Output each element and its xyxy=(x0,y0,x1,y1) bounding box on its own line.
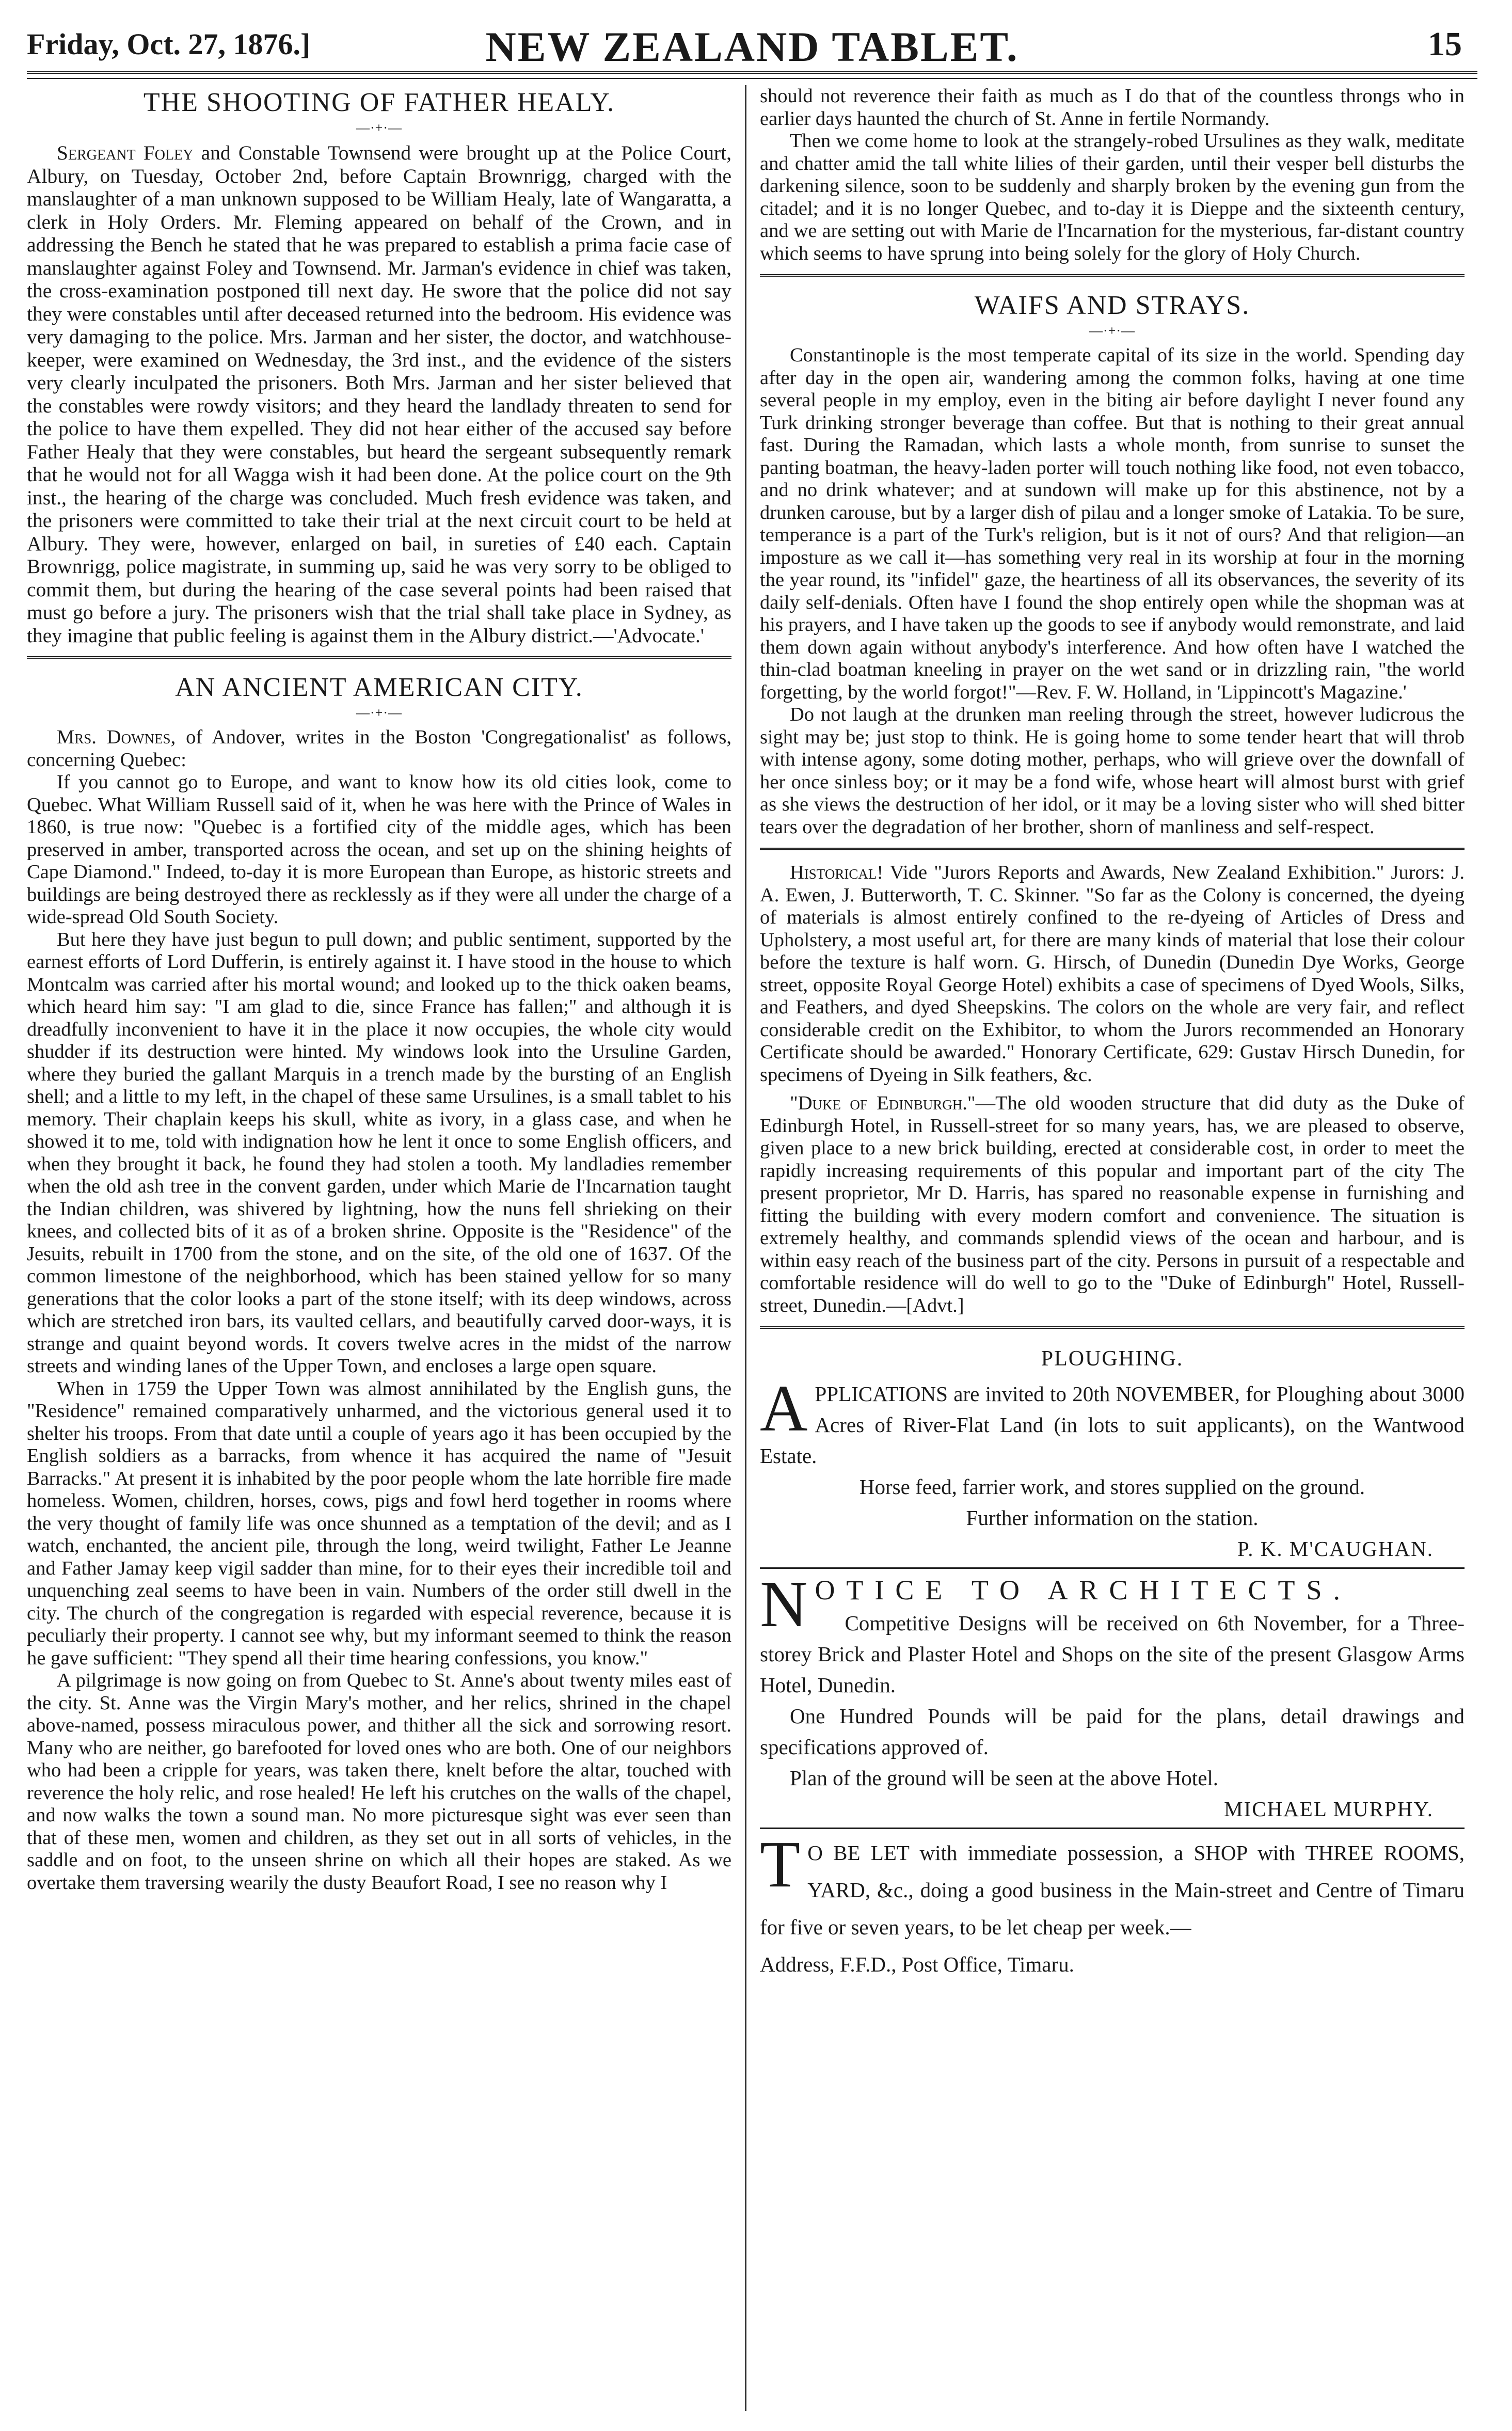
masthead xyxy=(27,15,1477,72)
ad-address: Address, F.F.D., Post Office, Timaru. xyxy=(760,1952,1074,1976)
notice-historical xyxy=(760,862,1465,1086)
paragraph: Constantinople is the most temperate capital of its size in the world. Spending day after day in the open air, wandering among the common folks, having at one time several people in my employ, even in the biting air before daylight I never found any Turk drinking stronger beverage than coffee. But that is nothing to their great annual fast. During the Ramadan, which lasts a whole month, from sunrise to sunset the panting boatman, the heavy-laden porter will touch nothing like food, not even tobacco, and no drink whatever; and at sundown will make up for this abstinence, not by a drunken carouse, but by a larger dish of pilau and a longer smoke of Latakia. To be sure, temperance is a part of the Turk's religion, but is it not of ours? And that religion—an imposture as we call it—has something very real in its worship at four in the morning the year round, its "infidel" gaze, the heartiness of all its observances, the severity of its daily self-denials. Often have I found the shop entirely open while the shopman was at his prayers, and I have taken up the goods to see if anybody would remonstrate, and laid them down again without anybody's interference. And how often have I watched the thin-clad boatman kneeling in prayer on the wet sand or in drizzling rain, "the world forgetting, by the world forgot!"—Rev. F. W. Holland, in 'Lippincott's Magazine.' xyxy=(760,344,1465,703)
heading-ornament: —·+·— xyxy=(1089,323,1135,338)
ad-text: PPLICATIONS are invited to 20th NOVEMBER, for Ploughing about 3000 Acres of River-Flat Land (in lots to suit applicants), on the Wantwood Estate. xyxy=(760,1382,1465,1468)
ad-headline xyxy=(760,1574,1465,1701)
drop-cap: T xyxy=(760,1828,801,1901)
section-rule xyxy=(760,848,1465,852)
drop-cap: A xyxy=(760,1372,808,1445)
ad-text: O BE LET with immediate possession, a SHOP with THREE ROOMS, YARD, &c., doing a good business in the Main-street and Centre of Timaru for five or seven years, to be let cheap per week.— xyxy=(760,1841,1465,1939)
lead-name: Mrs. Downes xyxy=(57,726,171,748)
paragraph: Then we come home to look at the strangely-robed Ursulines as they walk, meditate and chatter amid the tall white lilies of their garden, until their vesper bell disturbs the darkening silence, soon to be suddenly and sharply broken by the evening gun from the citadel; and it is no longer Quebec, and to-day it is Dieppe and the sixteenth century, and we are setting out with Marie de l'Incarnation for the mysterious, far-distant country which seems to have sprung into being solely for the glory of Holy Church. xyxy=(760,130,1465,264)
section-rule xyxy=(760,274,1465,279)
section-rule xyxy=(760,1326,1465,1331)
article-heading-shooting: THE SHOOTING OF FATHER HEALY. xyxy=(143,88,615,117)
article-body-shooting xyxy=(27,141,731,647)
article-heading-waifs: WAIFS AND STRAYS. xyxy=(974,291,1250,320)
article-intro-city xyxy=(27,726,731,771)
paragraph-text: , of Andover, writes in the Boston 'Congregationalist' as follows, concerning Quebec: xyxy=(27,726,731,771)
paragraph: But here they have just begun to pull down; and public sentiment, supported by the earnest efforts of Lord Dufferin, is entirely against it. I have stood in the house to which Montcalm was carried after his mortal wound; and looked up to the thick oaken beams, which heard him say: "I am glad to die, since France has fallen;" and although it is dreadfully inconvenient to have it in the place it now occupies, the whole city would shudder if its destruction were hinted. My windows look into the Ursuline Garden, where they buried the gallant Marquis in a trench made by the bursting of an English shell; and a little to my left, in the chapel of these same Ursulines, is a small tablet to his memory. Their chaplain keeps his skull, white as ivory, in a glass case, and when he showed it to me, told with indignation how he lent it once to some English officers, and when they brought it back, he found they had stolen a tooth. My landladies remember when the old ash tree in the convent garden, under which Marie de l'Incarnation taught the Indian children, was shivered by lightning, how the nuns fell shrieking on their knees, and collected bits of it as of a broken shrine. Opposite is the "Residence" of the Jesuits, rebuilt in 1700 from the stone, and on the site, of the old one of 1637. Of the common limestone of the neighborhood, which has been stained yellow for so many generations that the color looks a part of the stone itself; with its deep windows, across which are stretched iron bars, its vaulted cellars, and beautifully carved door-ways, it is strange and quaint beyond words. It covers twelve acres in the midst of the narrow streets and winding lanes of the Upper Town, and encloses a large open square. xyxy=(27,928,731,1377)
paragraph-continued: should not reverence their faith as much as I do that of the countless throngs who in earlier days haunted the church of St. Anne in fertile Normandy. xyxy=(760,85,1465,130)
ad-text: Plan of the ground will be seen at the above Hotel. xyxy=(790,1766,1219,1790)
issue-date: Friday, Oct. 27, 1876.] xyxy=(27,27,311,61)
left-column xyxy=(27,85,731,2411)
lead-name: Sergeant Foley xyxy=(57,141,194,164)
paper-title: NEW ZEALAND TABLET. xyxy=(485,23,1019,70)
ad-heading-architects: OTICE TO ARCHITECTS. xyxy=(815,1575,1351,1606)
paragraph: If you cannot go to Europe, and want to know how its old cities look, come to Quebec. What William Russell said of it, when he was here with the Prince of Wales in 1860, is true now: "Quebec is a fortified city of the middle ages, which has been preserved in amber, transported across the ocean, and set up on the shining heights of Cape Diamond." Indeed, to-day it is more European than Europe, as historic streets and buildings are being destroyed there as recklessly as if they were all under the charge of a wide-spread Old South Society. xyxy=(27,771,731,928)
paragraph-text: and Constable Townsend were brought up at the Police Court, Albury, on Tuesday, October 2nd, before Captain Brownrigg, charged with the manslaughter of a man unknown supposed to be William Healy, late of Wangaratta, a clerk in Holy Orders. Mr. Fleming appeared on behalf of the Crown, and in addressing the Bench he stated that he was prepared to establish a prima facie case of manslaughter against Foley and Townsend. Mr. Jarman's evidence in chief was taken, the cross-examination postponed till next day. He swore that the police did not say they were constables until after deceased returned into the bedroom. His evidence was very damaging to the police. Mrs. Jarman and her sister, the doctor, and watchhouse-keeper, were examined on Wednesday, the 3rd inst., and the evidence of the sisters very clearly inculpated the prisoners. Both Mrs. Jarman and her sister believed that the constables were rowdy visitors; and they heard the landlady threaten to send for the police to have them expelled. They did not hear either of the accused say before Father Healy that they were constables, but heard the sergeant subsequently remark that he would not for all Wagga wish it had been done. At the police court on the 9th inst., the hearing of the charge was concluded. Much fresh evidence was taken, and the prisoners were committed to take their trial at the next circuit court to be held at Albury. They were, however, enlarged on bail, in sureties of £40 each. Captain Brownrigg, police magistrate, in summing up, said he was very sorry to be obliged to commit them, but during the hearing of the case several points had been raised that must go before a jury. The prisoners wish that the trial shall take place in Sydney, as they imagine that public feeling is against them in the Albury district.—'Advocate.' xyxy=(27,141,731,647)
lead-name: Historical! xyxy=(790,862,884,883)
ad-architects xyxy=(760,1574,1465,1824)
article-heading-city: AN ANCIENT AMERICAN CITY. xyxy=(175,673,583,702)
ad-line: Horse feed, farrier work, and stores supplied on the ground. xyxy=(859,1475,1365,1499)
right-column xyxy=(760,85,1465,2411)
heading-ornament: —·+·— xyxy=(356,705,402,720)
ad-heading-ploughing: PLOUGHING. xyxy=(1041,1347,1184,1371)
ad-rule xyxy=(760,1567,1465,1569)
column-divider xyxy=(745,85,746,2411)
notice-duke xyxy=(760,1092,1465,1317)
paragraph-text: —The old wooden structure that did duty as the Duke of Edinburgh Hotel, in Russell-street for so many years, has, we are pleased to observe, given place to a new brick building, erected at considerable cost, in order to meet the rapidly increasing requirements of this popular and important part of the city The present proprietor, Mr D. Harris, has spared no reasonable expense in furnishing and fitting the building with every modern comfort and convenience. The situation is extremely healthy, and commands splendid views of the ocean and harbour, and is within easy reach of the business part of the city. Persons in pursuit of a respectable and comfortable residence will do well to go to the "Duke of Edinburgh" Hotel, Russell-street, Dunedin.—[Advt.] xyxy=(760,1092,1465,1316)
paragraph-text: Vide "Jurors Reports and Awards, New Zealand Exhibition." Jurors: J. A. Ewen, J. Butterworth, T. C. Skinner. "So far as the Colony is concerned, the dyeing of materials is almost entirely confined to the re-dyeing of Articles of Dress and Upholstery, a most useful art, for there are many kinds of material that lose their colour before the texture is half worn. G. Hirsch, of Dunedin (Dunedin Dye Works, George street, opposite Royal George Hotel) exhibits a case of specimens of Dyed Wools, Silks, and Feathers, and dyed Sheepskins. The colors on the whole are very fair, and reflect considerable credit on the Exhibitor, to whom the Jurors recommended an Honorary Certificate should be awarded." Honorary Certificate, 629: Gustav Hirsch Dunedin, for specimens of Dyeing in Silk feathers, &c. xyxy=(760,862,1465,1086)
lead-name: "Duke of Edinburgh." xyxy=(790,1092,976,1114)
ad-line: Further information on the station. xyxy=(966,1506,1259,1530)
ad-ploughing xyxy=(760,1372,1465,1564)
paragraph: Do not laugh at the drunken man reeling through the street, however ludicrous the sight may be; just stop to think. He is going home to some tender heart that will throb with intense agony, some doting mother, perhaps, who will grieve over the downfall of her once sinless boy; or it may be a fond wife, whose heart will almost burst with grief as she views the destruction of her idol, or it may be a loving sister who will shed bitter tears over the degradation of her brother, shorn of manliness and self-respect. xyxy=(760,704,1465,838)
newspaper-page xyxy=(27,15,1477,2411)
paragraph: A pilgrimage is now going on from Quebec to St. Anne's about twenty miles east of the city. St. Anne was the Virgin Mary's mother, and her relics, shrined in the chapel above-named, possess miraculous power, and thither all the sick and sorrowing resort. Many who are neither, go barefooted for loved ones who are both. One of our neighbors who had been a cripple for years, was taken there, knelt before the altar, touched with reverence the holy relic, and rose healed! He left his crutches on the walls of the chapel, and now walks the town a sound man. No more picturesque sight was ever seen than that of these men, women and children, as they set out in all sorts of vehicles, in the saddle and on foot, to the unseen shrine on which all their hopes are staked. As we overtake them traversing wearily the dusty Beaufort Road, I see no reason why I xyxy=(27,1670,731,1894)
ad-signature: P. K. M'CAUGHAN. xyxy=(1237,1537,1434,1561)
ad-rule xyxy=(760,1828,1465,1829)
ad-text: One Hundred Pounds will be paid for the plans, detail drawings and specifications approved of. xyxy=(760,1704,1465,1759)
heading-ornament: —·+·— xyxy=(356,120,402,135)
ad-text: Competitive Designs will be received on 6th November, for a Three-storey Brick and Plaster Hotel and Shops on the site of the present Glasgow Arms Hotel, Dunedin. xyxy=(760,1611,1465,1697)
section-rule xyxy=(27,656,731,661)
ad-to-let xyxy=(760,1828,1465,1983)
paragraph: When in 1759 the Upper Town was almost annihilated by the English guns, the "Residence" remained comparatively unharmed, and the victorious general used it to shelter his troops. From that date until a couple of years ago it has been occupied by the English soldiers as a barracks, from whence it has acquired the name of "Jesuit Barracks." At present it is inhabited by the poor people whom the late horrible fire made homeless. Women, children, horses, cows, pigs and fowl herd together in rooms where the very thought of family life was once shunned as a temptation of the devil; and as I watch, enchanted, the ancient pile, through the long, weird twilight, Father Le Jeanne and Father Jamay keep vigil sadder than mine, for to their eyes their incredible toil and unquenching zeal seems to have been in vain. Numbers of the order still dwell in the city. The church of the congregation is regarded with especial reverence, because it is peculiarly their property. I cannot see why, but my informant seemed to think the reason he gave sufficient: "They spend all their time hearing confessions, you know." xyxy=(27,1377,731,1669)
page-number: 15 xyxy=(1428,25,1462,63)
ad-signature: MICHAEL MURPHY. xyxy=(1224,1797,1434,1821)
header-rule xyxy=(27,71,1477,79)
drop-cap: N xyxy=(760,1574,808,1641)
